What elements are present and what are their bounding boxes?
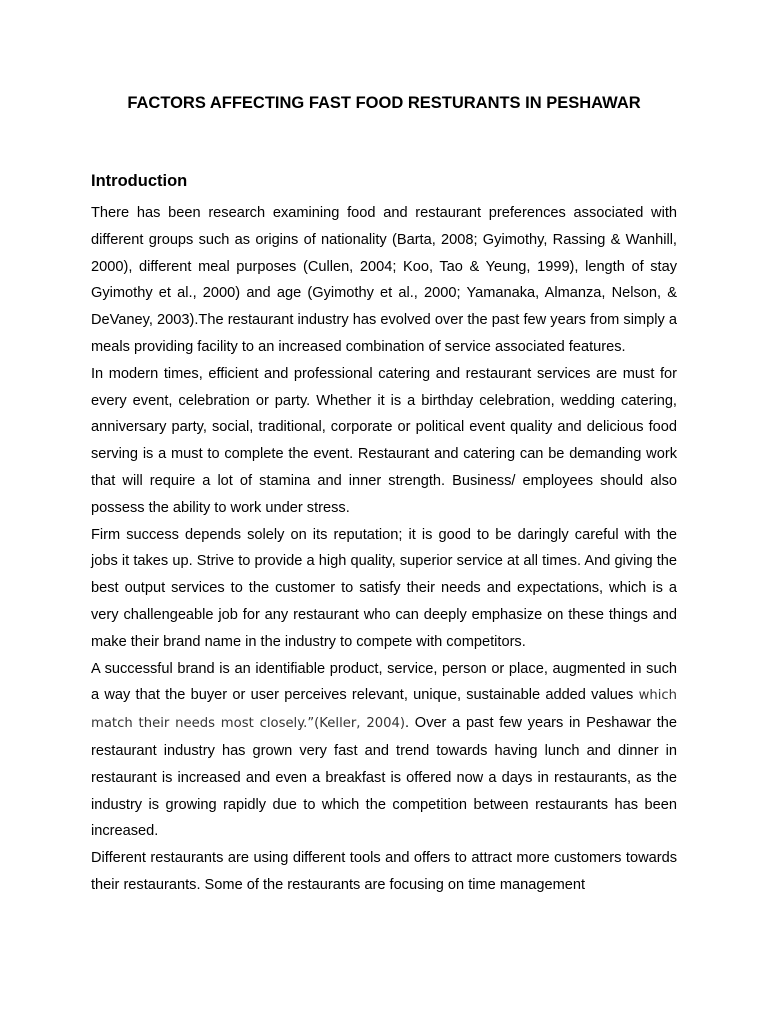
paragraph-text: . Over a past few years in Peshawar the restaurant industry has grown very fast and trend towards having lunch and dinner in restaurant is increased and even a breakfast is offered now a days in restaurants, as the industry is growing rapidly due to which the competition between restaurants has been increased. [91,715,677,840]
document-title: FACTORS AFFECTING FAST FOOD RESTURANTS IN PESHAWAR [127,94,641,112]
paragraph-text: A successful brand is an identifiable product, service, person or place, augmented in such a way that the buyer or user perceives relevant, unique, sustainable added values [91,660,677,704]
paragraph: There has been research examining food and restaurant preferences associated with different groups such as origins of nationality (Barta, 2008; Gyimothy, Rassing & Wanhill, 2000), different meal purposes (Cullen, 2004; Koo, Tao & Yeung, 1999), length of stay Gyimothy et al., 2000) and age (Gyimothy et al., 2000; Yamanaka, Almanza, Nelson, & DeVaney, 2003).The restaurant industry has evolved over the past few years from simply a meals providing facility to an increased combination of service associated features. [91,205,677,355]
quoted-citation: which match their needs most closely.”(Keller, 2004) [91,688,677,732]
section-heading-introduction: Introduction [91,172,188,190]
paragraph: Firm success depends solely on its reputation; it is good to be daringly careful with the jobs it takes up. Strive to provide a high quality, superior service at all times. And giving the best output services to the customer to satisfy their needs and expectations, which is a very challengeable job for any restaurant who can deeply emphasize on these things and make their brand name in the industry to compete with competitors. [91,526,677,650]
body-text [91,200,677,899]
paragraph [91,656,677,846]
paragraph: In modern times, efficient and professional catering and restaurant services are must for every event, celebration or party. Whether it is a birthday celebration, wedding catering, anniversary party, social, traditional, corporate or political event quality and delicious food serving is a must to complete the event. Restaurant and catering can be demanding work that will require a lot of stamina and inner strength. Business/ employees should also possess the ability to work under stress. [91,365,677,516]
paragraph: Different restaurants are using different tools and offers to attract more customers towards their restaurants. Some of the restaurants are focusing on time management [91,850,677,893]
